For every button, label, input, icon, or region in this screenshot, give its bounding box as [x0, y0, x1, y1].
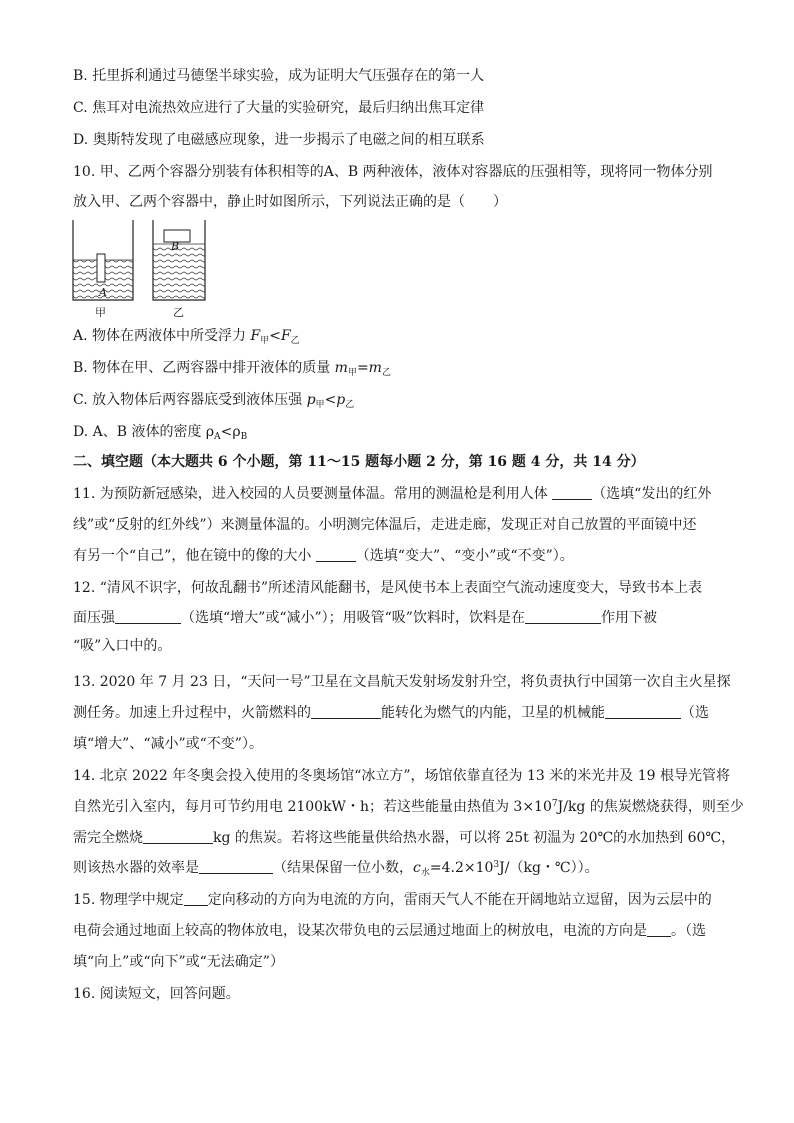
subscript: B [240, 432, 248, 442]
subscript: 水 [420, 868, 430, 878]
symbol-f: F [280, 328, 291, 344]
q13-text: 能转化为燃气的内能，卫星的机械能 [381, 705, 605, 721]
superscript: 7 [551, 799, 558, 809]
subscript: 乙 [290, 336, 300, 346]
q14-line2 [73, 797, 744, 819]
two-containers-diagram [70, 216, 210, 316]
operator: < [269, 328, 281, 344]
q14-text: 则该热水器的效率是 [73, 860, 199, 876]
q12-text: 作用下被 [600, 610, 657, 626]
q15-text: 定向移动的方向为电流的方向，雷雨天气人不能在开阔地站立逗留，因为云层中的 [207, 892, 712, 908]
q10-line2: 放入甲、乙两个容器中，静止时如图所示，下列说法正确的是（ ） [73, 194, 507, 210]
q12-line3: “吸”入口中的。 [73, 638, 172, 654]
container-figure [70, 216, 210, 319]
subscript: 甲 [315, 400, 325, 410]
q14-text: J/kg 的焦炭燃烧获得，则至少 [557, 799, 744, 815]
option-d: D. 奥斯特发现了电磁感应现象，进一步揭示了电磁之间的相互联系 [73, 132, 485, 148]
q15-line2 [73, 921, 723, 941]
superscript: 3 [493, 860, 500, 870]
q15-text: 15. 物理学中规定 [73, 892, 184, 908]
q10-option-c [73, 390, 723, 412]
section-heading: 二、填空题（本大题共 6 个小题，第 11～15 题每小题 2 分，第 16 题 4 分，共 14 分） [73, 454, 645, 470]
q11-line1 [73, 484, 723, 504]
q11-text: 有另一个“自己”，他在镜中的像的大小 [73, 548, 312, 564]
answer-blank[interactable] [525, 608, 601, 624]
symbol-f: F [250, 328, 261, 344]
q12-line1: 12. “清风不识字，何故乱翻书”所述清风能翻书，是风使书本上表面空气流动速度变大，导致书本上表 [73, 580, 703, 596]
q11-line2: 线”或“反射的红外线”）来测量体温的。小明测完体温后，走进走廊，发现正对自己放置的平面镜中还 [73, 517, 697, 533]
q11-line3 [73, 546, 723, 566]
label-b: B [171, 240, 180, 253]
q14-text: kg 的焦炭。若将这些能量供给热水器，可以将 25t 初温为 20℃的水加热到 60℃， [213, 830, 736, 846]
q15-line1 [73, 890, 723, 910]
answer-blank[interactable] [143, 828, 213, 844]
q15-text: 电荷会通过地面上较高的物体放电，设某次带负电的云层通过地面上的树放电，电流的方向是 [73, 923, 647, 939]
opt-c-text: C. 放入物体后两容器底受到液体压强 [73, 392, 303, 408]
q16-line1: 16. 阅读短文，回答问题。 [73, 986, 240, 1002]
q14-line4 [73, 858, 723, 880]
q11-text: （选填“发出的红外 [592, 486, 712, 502]
opt-a-text: A. 物体在两液体中所受浮力 [73, 328, 247, 344]
operator: = [356, 360, 369, 376]
q14-line1: 14. 北京 2022 年冬奥会投入使用的冬奥场馆“冰立方”，场馆依靠直径为 13 米的米光井及 19 根导光管将 [73, 768, 730, 784]
q12-text: （选填“增大”或“减小”）；用吸管“吸”饮料时，饮料是在 [181, 610, 525, 626]
q12-line2 [73, 608, 723, 628]
answer-blank[interactable] [316, 546, 356, 562]
q14-text: （结果保留一位小数， [273, 860, 413, 876]
q13-line1: 13. 2020 年 7 月 23 日，“天问一号”卫星在文昌航天发射场发射升空，将负责执行中国第一次自主火星探 [73, 674, 731, 690]
q13-line3: 填“增大”、“减小”或“不变”）。 [73, 736, 263, 752]
symbol-m: m [334, 360, 348, 376]
caption-right: 乙 [173, 306, 184, 319]
object-upright [97, 254, 105, 282]
q13-line2 [73, 703, 723, 723]
operator: <ρ [220, 424, 241, 440]
answer-blank[interactable] [647, 921, 671, 937]
q14-text: 需完全燃烧 [73, 830, 143, 846]
q13-text: 测任务。加速上升过程中，火箭燃料的 [73, 705, 311, 721]
q11-text: （选填“变大”、“变小”或“不变”）。 [355, 548, 574, 564]
symbol-c: c [413, 860, 421, 876]
label-a: A [99, 286, 107, 299]
answer-blank[interactable] [115, 608, 181, 624]
subscript: 甲 [347, 368, 357, 378]
q11-text: 11. 为预防新冠感染，进入校园的人员要测量体温。常用的测温枪是利用人体 [73, 486, 548, 502]
answer-blank[interactable] [605, 703, 681, 719]
q14-text: J/（kg・℃））。 [499, 860, 599, 876]
q10-option-a [73, 326, 723, 348]
option-c: C. 焦耳对电流热效应进行了大量的实验研究，最后归纳出焦耳定律 [73, 100, 485, 116]
caption-left: 甲 [95, 306, 106, 319]
answer-blank[interactable] [199, 858, 273, 874]
answer-blank[interactable] [311, 703, 381, 719]
q10-option-b [73, 358, 723, 380]
symbol-p: p [336, 392, 346, 408]
opt-d-text: D. A、B 液体的密度 ρ [73, 424, 215, 440]
q15-line3: 填“向上”或“向下”或“无法确定”） [73, 954, 284, 970]
q14-text: 自然光引入室内，每月可节约用电 2100kW・h；若这些能量由热值为 3×10 [73, 799, 552, 815]
subscript: 甲 [260, 336, 270, 346]
q15-text: 。（选 [671, 923, 706, 939]
q14-text: =4.2×10 [429, 860, 494, 876]
q12-text: 面压强 [73, 610, 115, 626]
option-b: B. 托里拆利通过马德堡半球实验，成为证明大气压强存在的第一人 [73, 68, 485, 84]
q13-text: （选 [681, 705, 709, 721]
subscript: 乙 [345, 400, 355, 410]
opt-b-text: B. 物体在甲、乙两容器中排开液体的质量 [73, 360, 331, 376]
symbol-p: p [306, 392, 316, 408]
answer-blank[interactable] [552, 484, 592, 500]
q10-option-d [73, 422, 723, 444]
symbol-m: m [368, 360, 382, 376]
q10-line1: 10. 甲、乙两个容器分别装有体积相等的A、B 两种液体，液体对容器底的压强相等，现将同一物体分别 [73, 164, 713, 180]
q14-line3 [73, 828, 736, 848]
answer-blank[interactable] [184, 890, 208, 906]
operator: < [324, 392, 337, 408]
subscript: A [214, 432, 221, 442]
subscript: 乙 [381, 368, 391, 378]
